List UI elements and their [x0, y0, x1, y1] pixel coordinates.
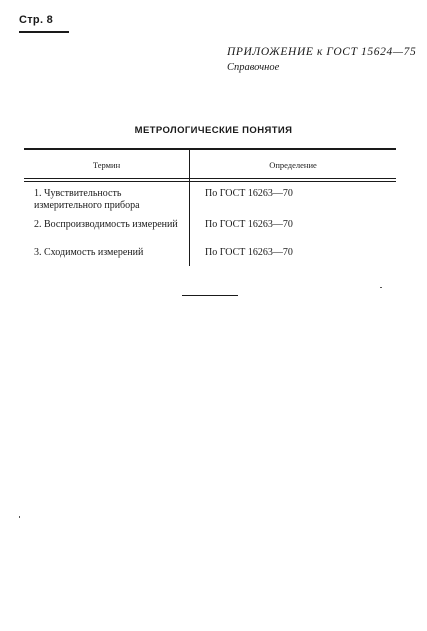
page-number-rule: [19, 31, 69, 33]
scan-speck: [380, 287, 382, 288]
appendix-title: ПРИЛОЖЕНИЕ к ГОСТ 15624—75: [227, 46, 417, 58]
table-top-rule: [24, 148, 396, 150]
definition-cell: По ГОСТ 16263—70: [205, 247, 293, 258]
scan-speck: [19, 516, 20, 518]
appendix-subtitle: Справочное: [227, 62, 280, 73]
table-header-rule: [24, 178, 396, 179]
table-header-rule-double: [24, 181, 396, 182]
term-cell: 2. Воспроизводимость измерений: [34, 219, 178, 230]
definition-cell: По ГОСТ 16263—70: [205, 219, 293, 230]
end-rule: [182, 295, 238, 296]
section-heading: МЕТРОЛОГИЧЕСКИЕ ПОНЯТИЯ: [134, 125, 293, 136]
definition-cell: По ГОСТ 16263—70: [205, 188, 293, 199]
column-header-term: Термин: [92, 160, 121, 170]
column-header-definition: Определение: [269, 160, 317, 170]
term-cell: 1. Чувствительность измерительного прибора: [34, 188, 140, 211]
page-number: Стр. 8: [19, 14, 54, 26]
term-cell: 3. Сходимость измерений: [34, 247, 144, 258]
